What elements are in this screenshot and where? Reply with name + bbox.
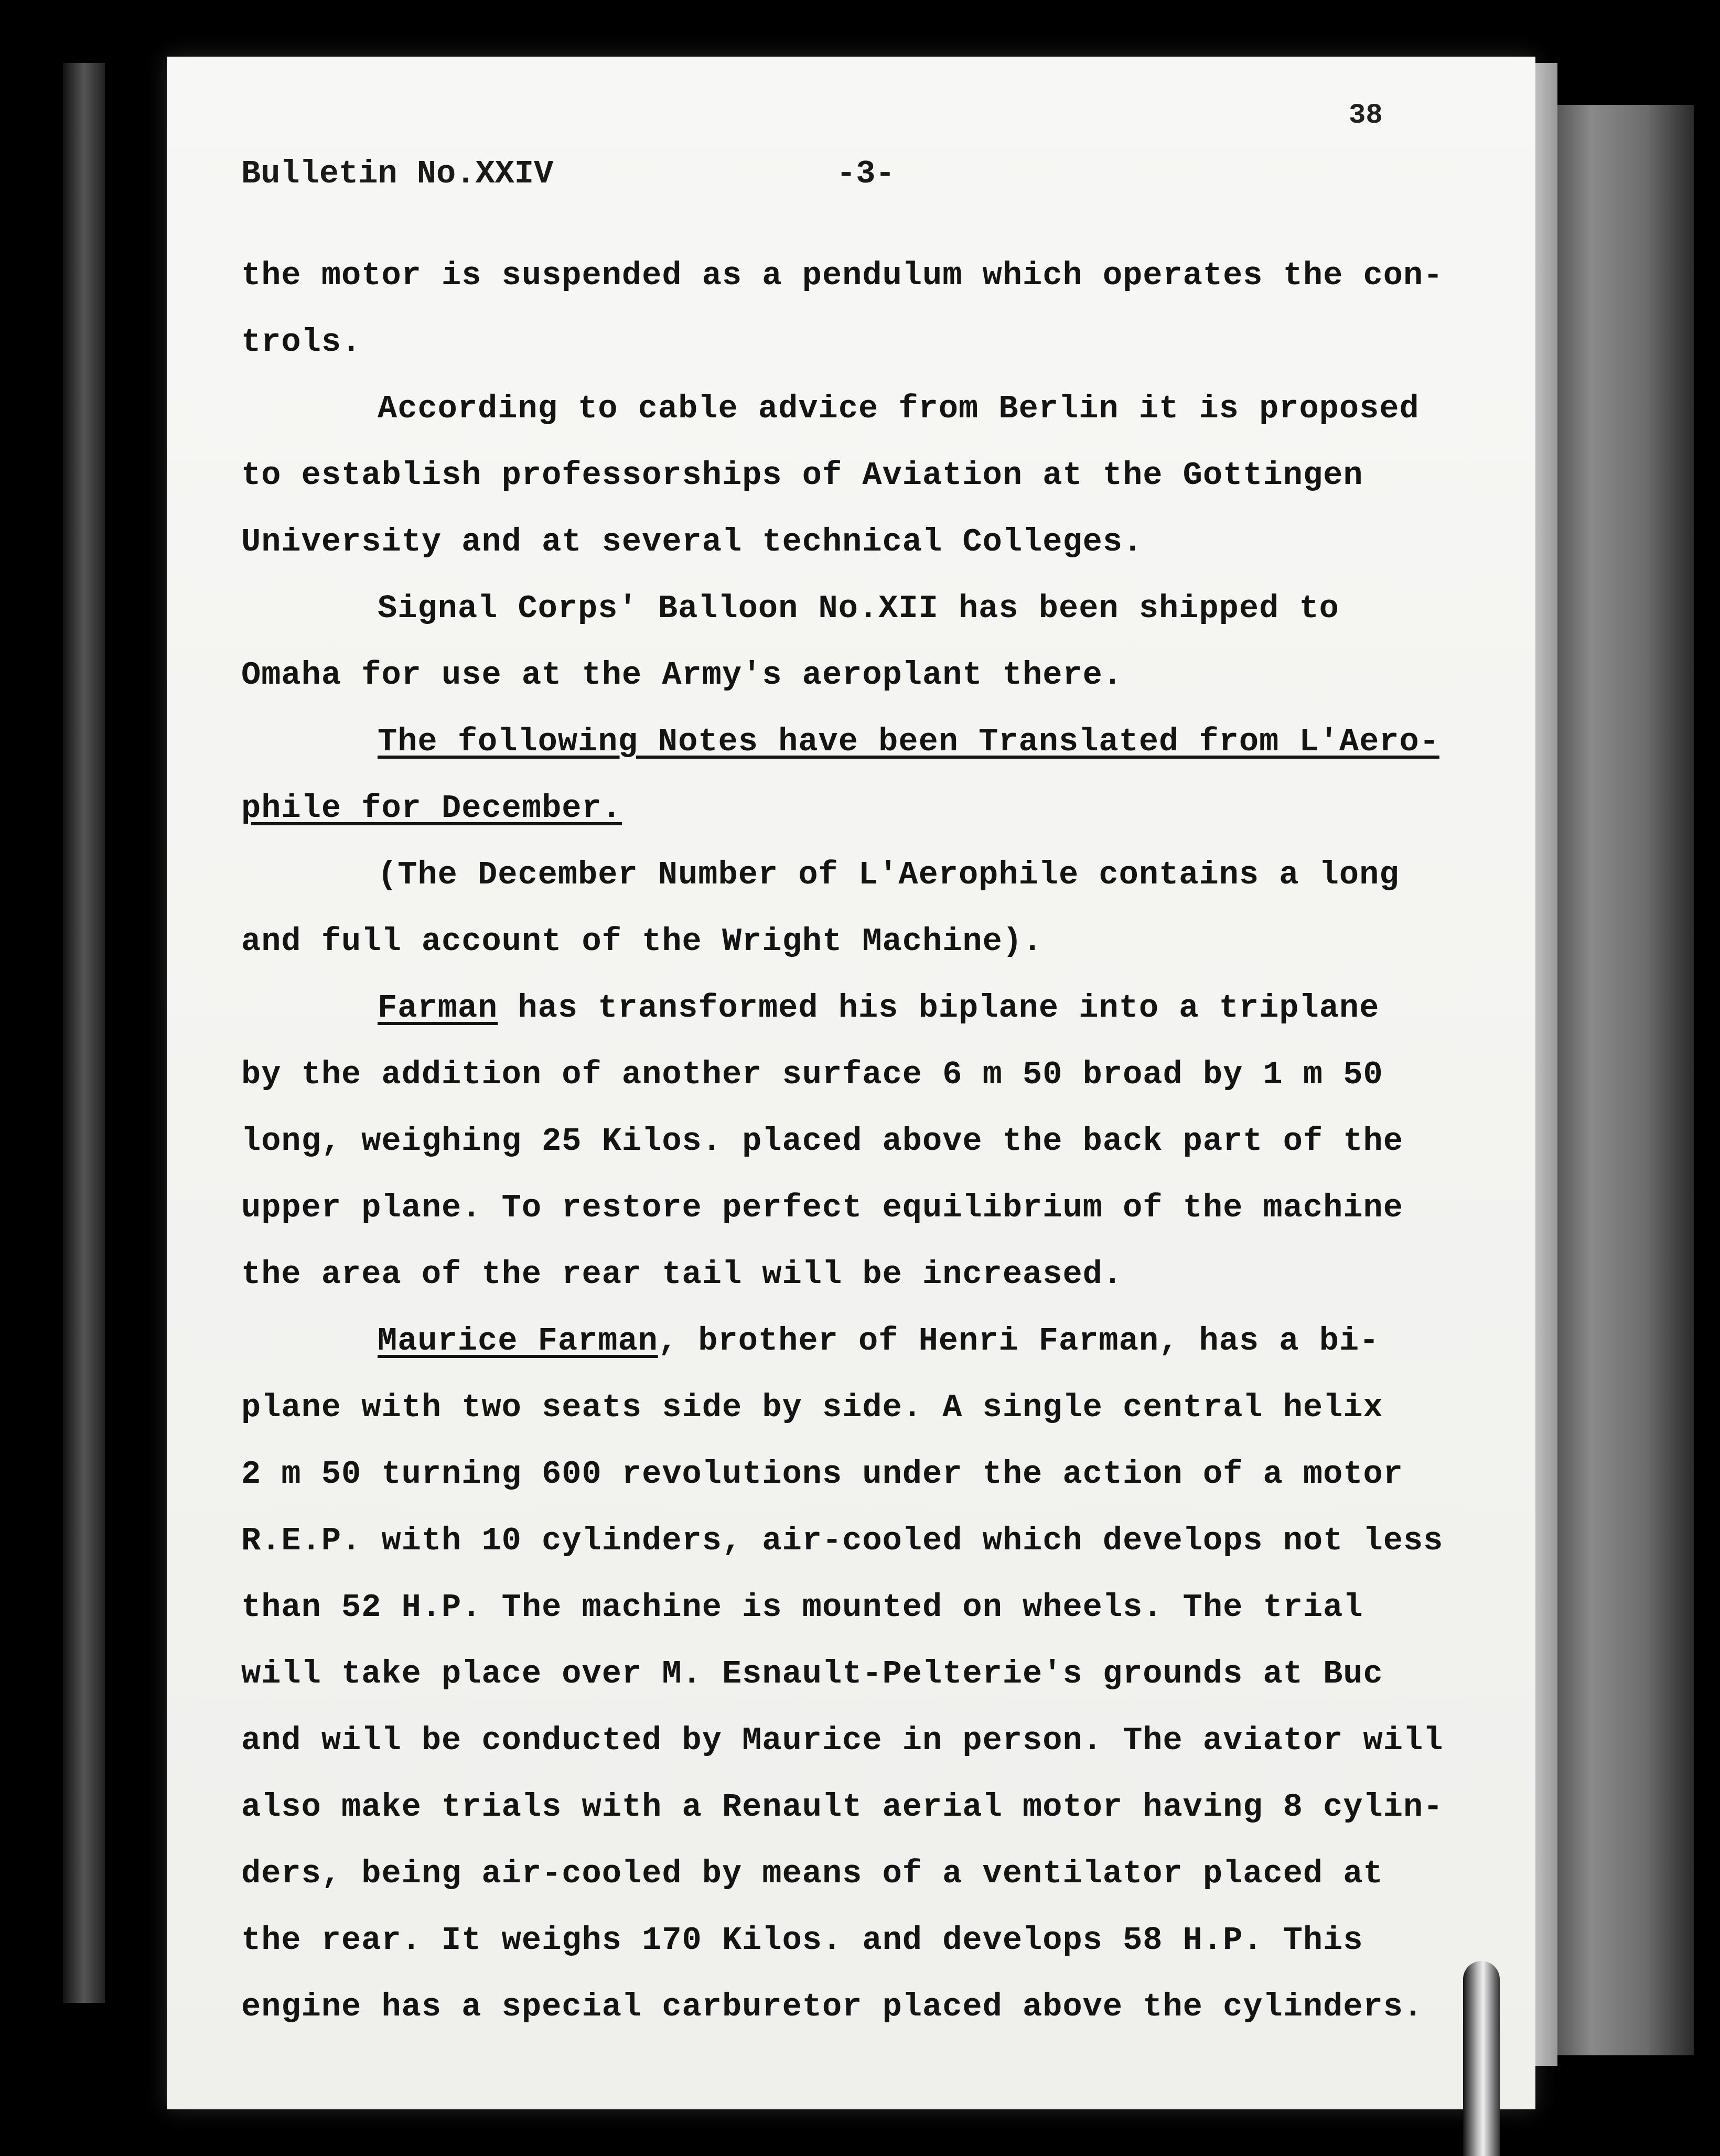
text-line: upper plane. To restore perfect equilibrium of the machine: [241, 1189, 1403, 1226]
text-line: (The December Number of L'Aerophile contains a long: [378, 856, 1400, 893]
text-line: to establish professorships of Aviation at the Gottingen: [241, 457, 1363, 494]
text-line: ders, being air-cooled by means of a ventilator placed at: [241, 1855, 1383, 1892]
text-line: 2 m 50 turning 600 revolutions under the action of a motor: [241, 1456, 1403, 1493]
text-line: the area of the rear tail will be increased.: [241, 1256, 1123, 1293]
text-line: plane with two seats side by side. A single central helix: [241, 1389, 1383, 1426]
folio-number: -3-: [836, 155, 895, 192]
text-line: and full account of the Wright Machine).: [241, 923, 1043, 960]
text-line: than 52 H.P. The machine is mounted on wheels. The trial: [241, 1589, 1363, 1626]
name-farman: Farman: [378, 989, 498, 1027]
typed-body: [241, 242, 1447, 2040]
section-heading-line: phile for December.: [241, 790, 622, 827]
text-line: University and at several technical Colleges.: [241, 523, 1143, 560]
text-line: will take place over M. Esnault-Pelterie's grounds at Buc: [241, 1655, 1383, 1693]
text-segment: has transformed his biplane into a triplane: [518, 989, 1380, 1027]
text-line: also make trials with a Renault aerial motor having 8 cylin-: [241, 1788, 1444, 1826]
text-segment: , brother of Henri Farman, has a bi-: [658, 1322, 1380, 1360]
text-line: Omaha for use at the Army's aeroplant there.: [241, 656, 1123, 694]
text-line: According to cable advice from Berlin it is proposed: [378, 390, 1420, 427]
page-stack-shadow: [1536, 105, 1694, 2055]
text-line: the rear. It weighs 170 Kilos. and develops 58 H.P. This: [241, 1922, 1363, 1959]
page-number: 38: [1349, 100, 1383, 132]
bulletin-title: Bulletin No.XXIV: [241, 155, 554, 192]
binder-clip: [1463, 1961, 1500, 2156]
text-line: Signal Corps' Balloon No.XII has been shipped to: [378, 590, 1339, 627]
text-line: and will be conducted by Maurice in person. The aviator will: [241, 1722, 1444, 1759]
left-edge-shadow: [63, 63, 105, 2003]
text-line: [241, 1308, 1447, 1374]
text-line: engine has a special carburetor placed above the cylinders.: [241, 1988, 1424, 2025]
name-maurice-farman: Maurice Farman: [378, 1322, 658, 1360]
section-heading-line: The following Notes have been Translated from L'Aero-: [378, 723, 1439, 760]
text-line: the motor is suspended as a pendulum which operates the con-: [241, 257, 1444, 294]
text-line: long, weighing 25 Kilos. placed above the back part of the: [241, 1123, 1403, 1160]
text-line: by the addition of another surface 6 m 50 broad by 1 m 50: [241, 1056, 1383, 1093]
text-line: trols.: [241, 324, 362, 361]
text-line: R.E.P. with 10 cylinders, air-cooled which develops not less: [241, 1522, 1444, 1559]
page-header: [241, 155, 923, 192]
text-line: [241, 975, 1447, 1041]
